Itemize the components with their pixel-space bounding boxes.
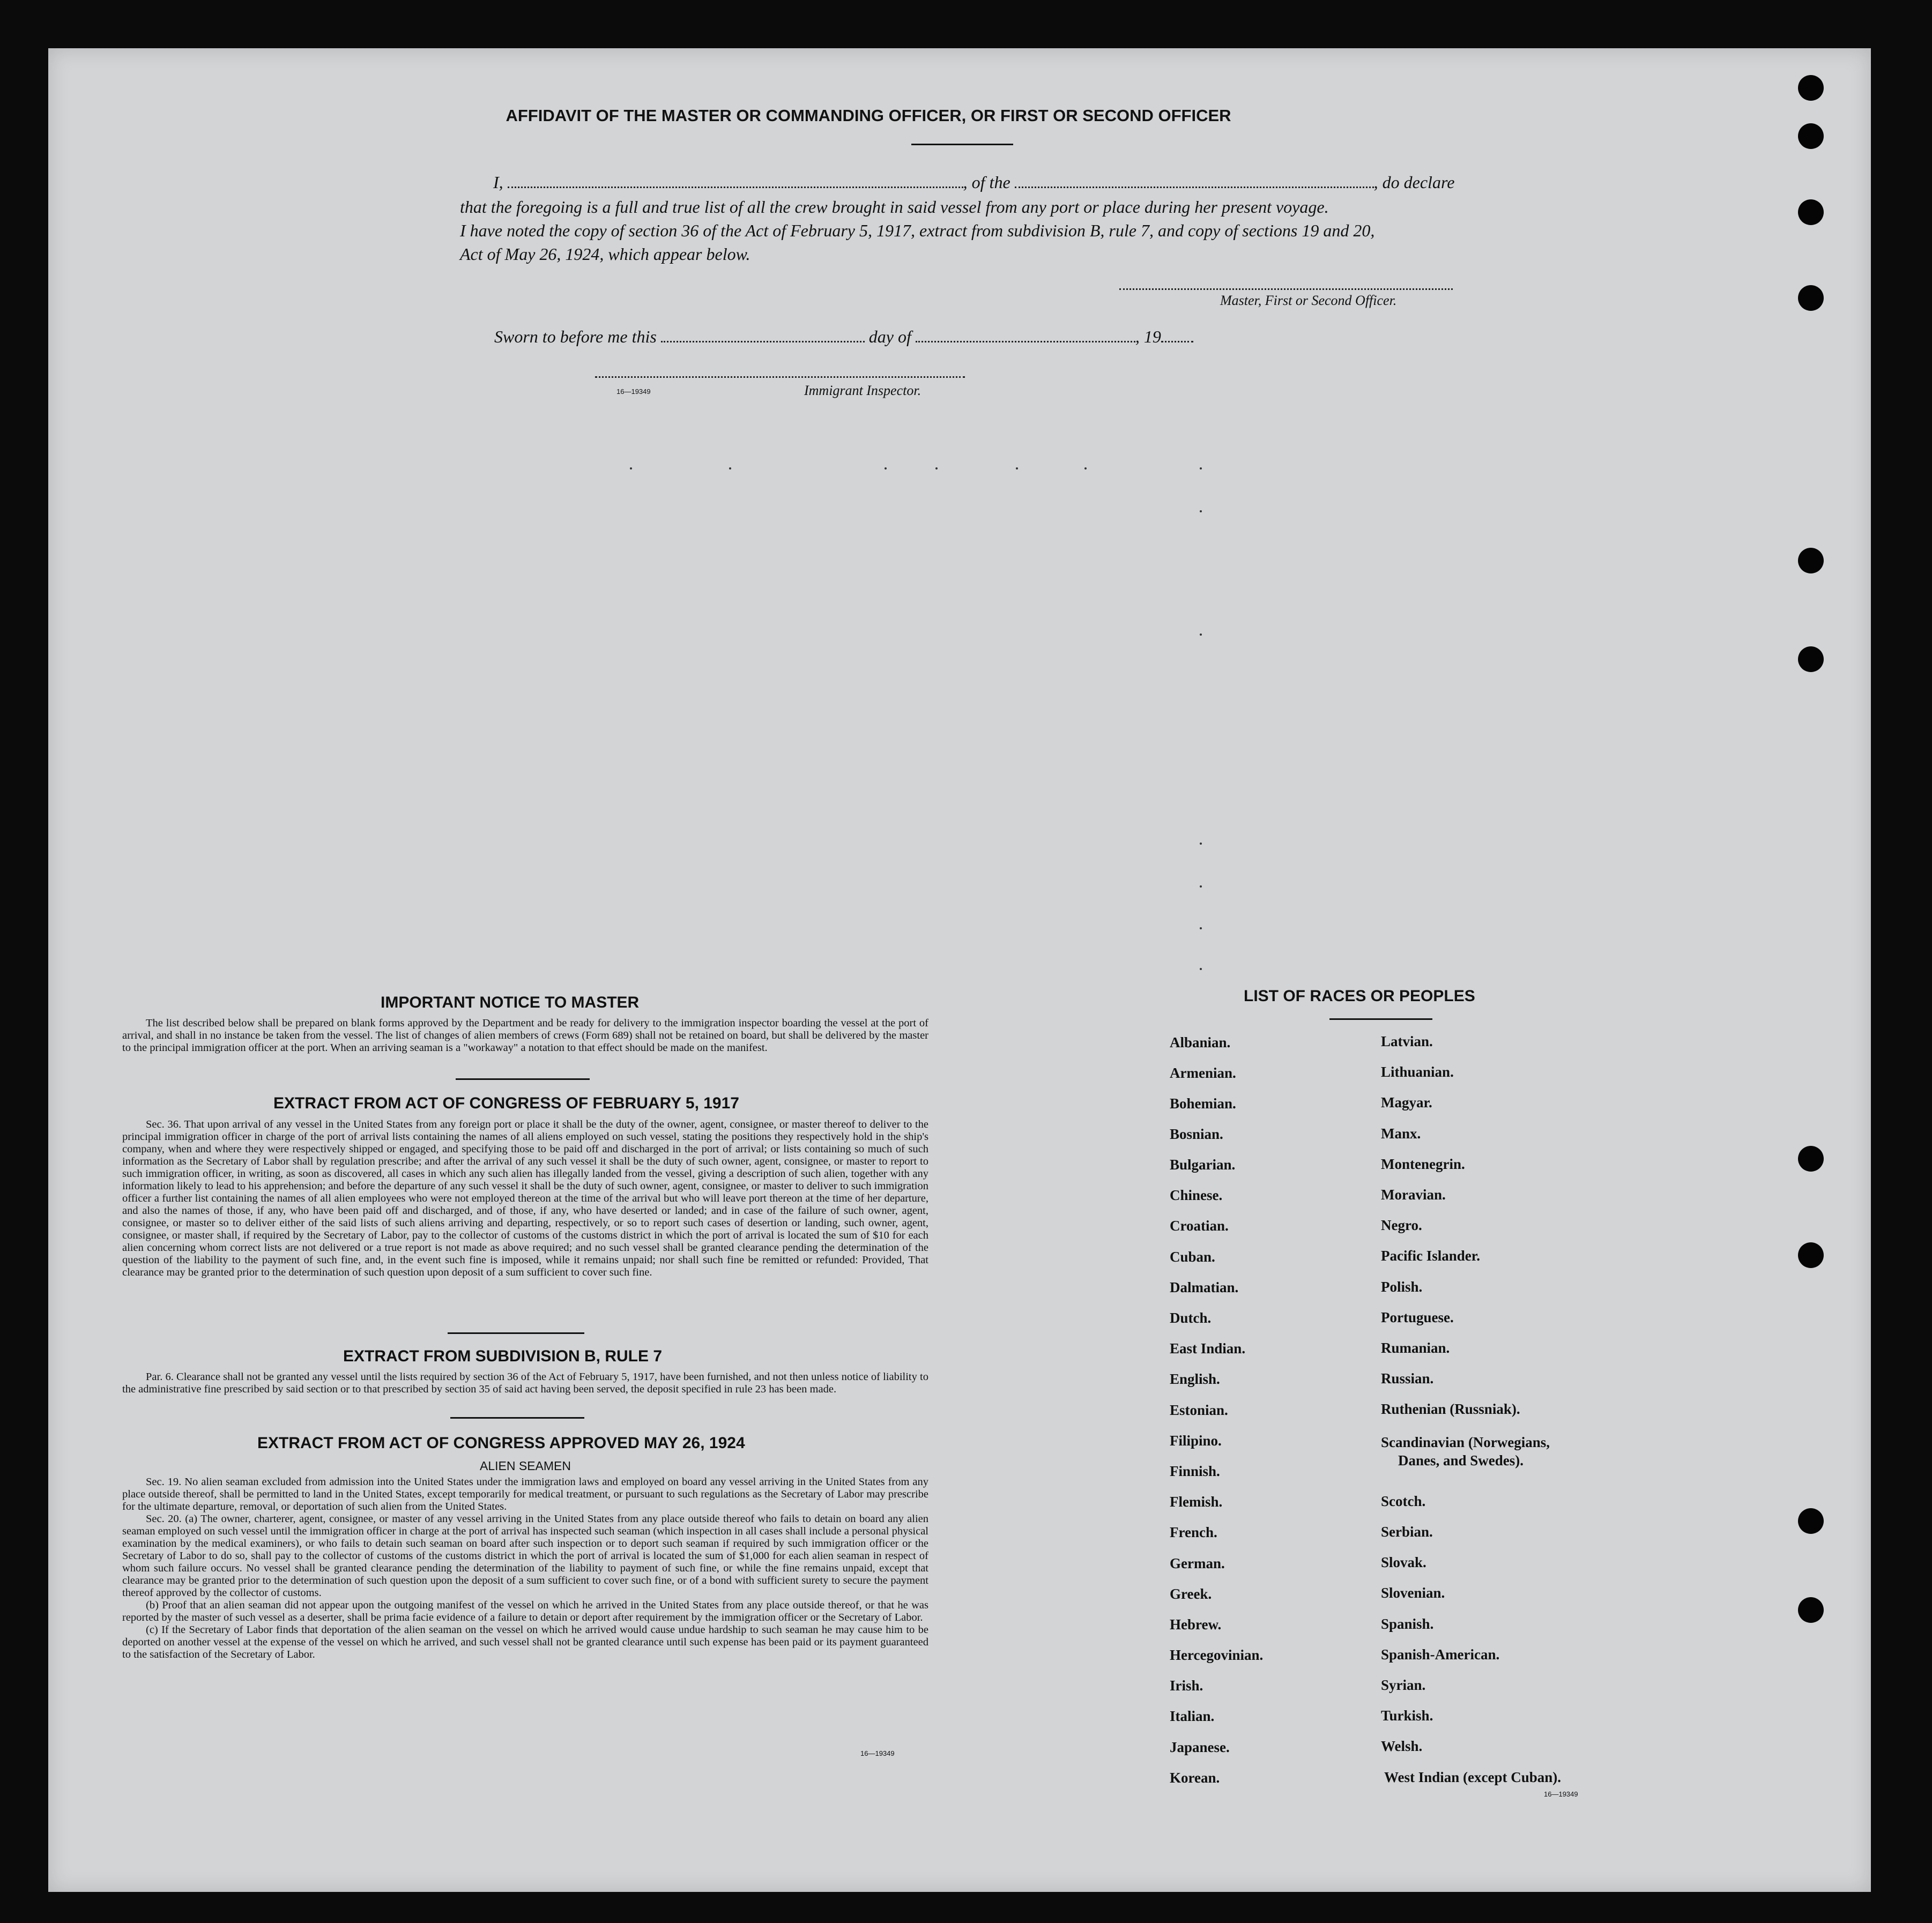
sec-20a-paragraph: Sec. 20. (a) The owner, charterer, agent, consignee, or master of any vessel arriving in the United States from any place outside thereof who fails to detain on board any alien seaman employed on such vessel until the immigration officer in charge at the port of arrival has inspected such seaman (which inspection in all cases shall include a personal physical examination by the medical examiners), or who fails to detain such seaman on board after such inspection or to deport such seaman if required by such immigration officer or the Secretary of Labor to do so, shall pay to the collector of customs of the customs district in which the port of arrival is located the sum of $1,000 for each alien seaman in respect of whom such failure occurs. No vessel shall be granted clearance pending the determination of the liability to payment of such fine, or while the fine remains unpaid, except that clearance may be granted prior to the determination of such question upon the deposit of a sum sufficient to cover such fine, or of a bond with sufficient surety to secure the payment thereof approved by the collector of customs. <box>122 1513 928 1599</box>
sworn-month-field[interactable] <box>916 329 1135 342</box>
notice-title: IMPORTANT NOTICE TO MASTER <box>381 994 640 1011</box>
race-entry: Spanish. <box>1381 1616 1434 1632</box>
race-entry: Syrian. <box>1381 1677 1426 1693</box>
punch-hole <box>1798 548 1824 573</box>
stray-mark <box>630 467 632 469</box>
stray-mark <box>1200 885 1202 888</box>
sec-20b-paragraph: (b) Proof that an alien seaman did not appear upon the outgoing manifest of the vessel on which he arrived in the United States from any place outside thereof, or that he was reported by the master of such vessel as a deserter, shall be prima facie evidence of a failure to detain or deport after requirement by the immigration officer or the Secretary of Labor. <box>122 1599 928 1623</box>
title-rule <box>911 144 1013 145</box>
race-entry: Filipino. <box>1170 1433 1222 1449</box>
master-signature-line[interactable] <box>1119 288 1453 290</box>
stray-mark <box>1200 843 1202 845</box>
race-entry: Finnish. <box>1170 1463 1220 1479</box>
race-entry: Croatian. <box>1170 1218 1229 1234</box>
inspector-signature-line[interactable] <box>595 376 965 378</box>
stray-mark <box>1200 467 1202 469</box>
punch-hole <box>1798 199 1824 225</box>
race-entry: West Indian (except Cuban). <box>1384 1769 1562 1785</box>
stray-mark <box>935 467 938 469</box>
race-entry: French. <box>1170 1524 1217 1540</box>
punch-hole <box>1798 1242 1824 1268</box>
race-entry: Ruthenian (Russniak). <box>1381 1401 1520 1417</box>
race-entry: Negro. <box>1381 1217 1422 1233</box>
race-entry: Cuban. <box>1170 1249 1215 1265</box>
race-entry: Scotch. <box>1381 1493 1426 1509</box>
race-entry: Albanian. <box>1170 1034 1231 1050</box>
race-entry: Spanish-American. <box>1381 1646 1500 1663</box>
race-entry: Danes, and Swedes). <box>1398 1452 1524 1469</box>
race-entry: Hebrew. <box>1170 1616 1222 1633</box>
declaration-line-1 <box>493 173 1454 192</box>
punch-hole <box>1798 646 1824 672</box>
race-entry: Dalmatian. <box>1170 1279 1239 1295</box>
extract-1924-text <box>122 1476 928 1661</box>
section-rule <box>448 1332 584 1334</box>
master-name-field[interactable] <box>508 175 963 188</box>
extract-1924-title: EXTRACT FROM ACT OF CONGRESS APPROVED MAY 26, 1924 <box>257 1434 745 1452</box>
stray-mark <box>1200 927 1202 929</box>
race-entry: Bosnian. <box>1170 1126 1223 1142</box>
sec-19-paragraph: Sec. 19. No alien seaman excluded from admission into the United States under the immigration laws and employed on board any vessel arriving in the United States from any place outside thereof, shall be permitted to land in the United States, except temporarily for medical treatment, or pursuant to such regulations as the Secretary of Labor may prescribe for the ultimate departure, removal, or deportation of such alien from the United States. <box>122 1476 928 1512</box>
race-entry: Magyar. <box>1381 1094 1432 1110</box>
i-label: I, <box>493 173 503 192</box>
affidavit-form-number: 16—19349 <box>616 387 651 396</box>
races-form-number: 16—19349 <box>1544 1790 1578 1798</box>
race-entry: Portuguese. <box>1381 1309 1454 1325</box>
extract-1917-title: EXTRACT FROM ACT OF CONGRESS OF FEBRUARY 5, 1917 <box>273 1094 739 1112</box>
race-entry: Slovenian. <box>1381 1585 1445 1601</box>
race-entry: Scandinavian (Norwegians, <box>1381 1434 1550 1450</box>
race-entry: East Indian. <box>1170 1340 1246 1356</box>
declaration-line-4: Act of May 26, 1924, which appear below. <box>460 244 750 264</box>
year-label: , 19 <box>1135 327 1161 346</box>
race-entry: Lithuanian. <box>1381 1064 1454 1080</box>
notice-text <box>122 1017 928 1054</box>
race-entry: Moravian. <box>1381 1187 1446 1203</box>
race-entry: Montenegrin. <box>1381 1156 1465 1172</box>
punch-hole <box>1798 1597 1824 1623</box>
par-6-paragraph: Par. 6. Clearance shall not be granted any vessel until the lists required by section 36 of the Act of February 5, 1917, have been furnished, and not then unless notice of liability to the administrative fine prescribed by said section or to that prescribed by section 35 of said act having been served, the deposit specified in rule 23 has been made. <box>122 1371 928 1395</box>
stray-mark <box>1200 633 1202 636</box>
race-entry: Greek. <box>1170 1586 1212 1602</box>
race-entry: Rumanian. <box>1381 1340 1450 1356</box>
race-entry: Bulgarian. <box>1170 1157 1236 1173</box>
stray-mark <box>1200 510 1202 512</box>
race-entry: Pacific Islander. <box>1381 1248 1480 1264</box>
stray-mark <box>729 467 731 469</box>
punch-hole <box>1798 75 1824 101</box>
race-entry: Slovak. <box>1381 1554 1426 1570</box>
declaration-line-2: that the foregoing is a full and true list of all the crew brought in said vessel from any port or place during her present voyage. <box>460 197 1329 217</box>
of-the-label: , of the <box>963 173 1010 192</box>
race-entry: Hercegovinian. <box>1170 1647 1264 1663</box>
sec-20c-paragraph: (c) If the Secretary of Labor finds that deportation of the alien seaman on the vessel on which he arrived would cause undue hardship to such seaman he may cause him to be deported on another vessel at the expense of the vessel on which he arrived, and such vessel shall not be granted clearance until such expense has been paid or its payment guaranteed to the satisfaction of the Secretary of Labor. <box>122 1624 928 1660</box>
race-entry: Bohemian. <box>1170 1095 1236 1112</box>
race-entry: German. <box>1170 1555 1225 1571</box>
race-entry: Japanese. <box>1170 1739 1230 1755</box>
race-entry: Turkish. <box>1381 1708 1433 1724</box>
form-sheet <box>48 48 1871 1892</box>
race-entry: Welsh. <box>1381 1738 1423 1754</box>
master-signature-label: Master, First or Second Officer. <box>1220 293 1397 308</box>
extract-form-number: 16—19349 <box>860 1749 895 1757</box>
race-entry: Irish. <box>1170 1678 1203 1694</box>
sworn-label: Sworn to before me this <box>494 327 657 346</box>
punch-hole <box>1798 1146 1824 1172</box>
race-entry: Serbian. <box>1381 1524 1433 1540</box>
sworn-year-field[interactable] <box>1161 329 1193 342</box>
day-of-label: day of <box>868 327 911 346</box>
punch-hole <box>1798 123 1824 149</box>
punch-hole <box>1798 1508 1824 1534</box>
alien-seamen-subtitle: ALIEN SEAMEN <box>480 1459 571 1473</box>
stray-mark <box>1016 467 1018 469</box>
race-entry: Chinese. <box>1170 1187 1223 1203</box>
sworn-line <box>494 327 1193 347</box>
race-entry: Russian. <box>1381 1370 1434 1387</box>
races-title: LIST OF RACES OR PEOPLES <box>1244 987 1475 1005</box>
declaration-line-3: I have noted the copy of section 36 of the Act of February 5, 1917, extract from subdivision B, rule 7, and copy of sections 19 and 20, <box>460 221 1375 240</box>
extract-rule7-text <box>122 1371 928 1396</box>
section-rule <box>450 1417 584 1419</box>
race-entry: English. <box>1170 1371 1220 1387</box>
sec-36-paragraph: Sec. 36. That upon arrival of any vessel in the United States from any foreign port or place it shall be the duty of the owner, agent, consignee, or master thereof to deliver to the principal immigration officer in charge of the port of arrival lists containing the names of all aliens employed on such vessel, stating the positions they respectively hold in the ship's company, when and where they were respectively shipped or engaged, and specifying those to be paid off and discharged in the port of arrival; or lists containing so much of such information as the Secretary of Labor shall by regulation prescribe; and after the arrival of any such vessel it shall be the duty of such owner, agent, consignee, or master to report to such immigration officer, in writing, as soon as discovered, all cases in which any such alien has illegally landed from the vessel, giving a description of such alien, together with any information likely to lead to his apprehension; and before the departure of any such vessel it shall be the duty of such owner, agent, consignee, or master to deliver to such immigration officer a further list containing the names of all alien employees who were not employed thereon at the time of the arrival but who will leave port thereon at the time of her departure, and also the names of those, if any, who have been paid off and discharged, and of those, if any, who have deserted or landed; and in case of the failure of such owner, agent, consignee, or master so to deliver either of the said lists of such aliens arriving and departing, respectively, or so to report such cases of desertion or landing, such owner, agent, consignee, or master shall, if required by the Secretary of Labor, pay to the collector of customs of the customs district in which the port of arrival is located the sum of $10 for each alien concerning whom correct lists are not delivered or a true report is not made as above required; and no such vessel shall be granted clearance pending the determination of the question of the liability to the payment of such fine, and, in the event such fine is imposed, while it remains unpaid; nor shall such fine be remitted or refunded: Provided, That clearance may be granted prior to the determination of such question upon deposit of a sum sufficient to cover such fine. <box>122 1119 928 1278</box>
race-entry: Polish. <box>1381 1279 1423 1295</box>
stray-mark <box>1084 467 1087 469</box>
races-title-rule <box>1329 1018 1432 1020</box>
section-rule <box>456 1078 590 1080</box>
extract-rule7-title: EXTRACT FROM SUBDIVISION B, RULE 7 <box>343 1347 663 1365</box>
race-entry: Dutch. <box>1170 1310 1212 1326</box>
sworn-day-field[interactable] <box>661 329 865 342</box>
race-entry: Estonian. <box>1170 1402 1228 1418</box>
race-entry: Armenian. <box>1170 1065 1236 1081</box>
vessel-name-field[interactable] <box>1015 175 1374 188</box>
race-entry: Latvian. <box>1381 1033 1433 1049</box>
notice-paragraph: The list described below shall be prepared on blank forms approved by the Department and be ready for delivery to the immigration inspector boarding the vessel at the port of arrival, and shall in no instance be taken from the vessel. The list of changes of alien members of crews (Form 689) shall not be retained on board, but shall be delivered by the master to the principal immigration officer at the port. When an arriving seaman is a "workaway" a notation to that effect should be made on the manifest. <box>122 1017 928 1054</box>
punch-hole <box>1798 285 1824 311</box>
race-entry: Manx. <box>1381 1126 1421 1142</box>
affidavit-title: AFFIDAVIT OF THE MASTER OR COMMANDING OFFICER, OR FIRST OR SECOND OFFICER <box>506 106 1231 125</box>
stray-mark <box>1200 968 1202 970</box>
race-entry: Flemish. <box>1170 1494 1223 1510</box>
do-declare-label: , do declare <box>1373 173 1455 192</box>
extract-1917-text <box>122 1119 928 1279</box>
stray-mark <box>885 467 887 469</box>
race-entry: Korean. <box>1170 1770 1220 1786</box>
race-entry: Italian. <box>1170 1708 1215 1724</box>
inspector-label: Immigrant Inspector. <box>804 383 922 398</box>
